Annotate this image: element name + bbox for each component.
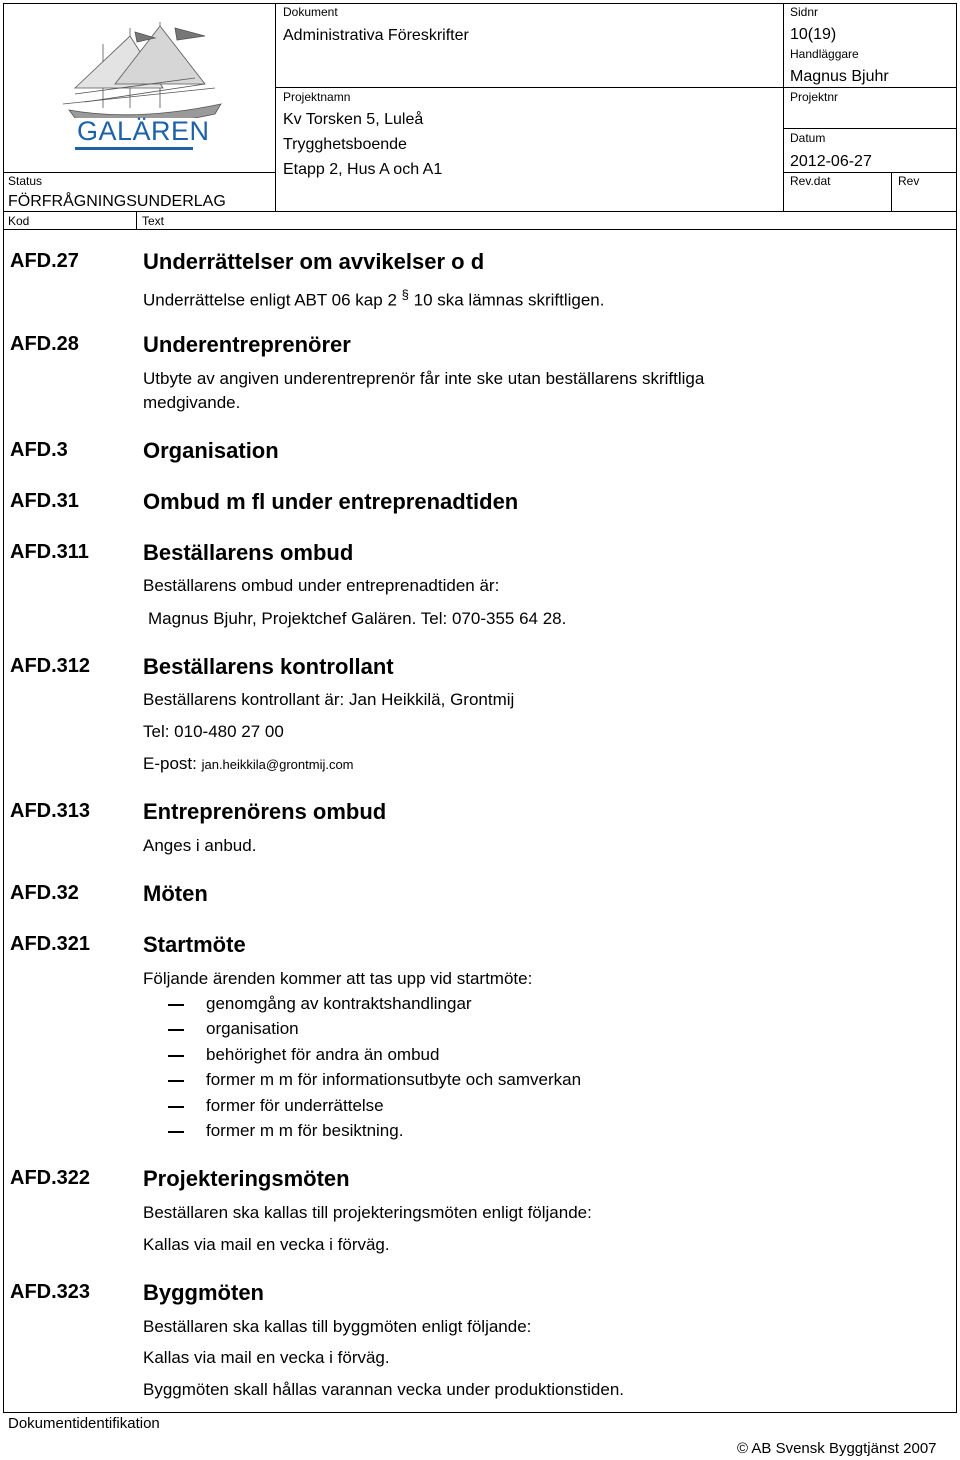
status-label: Status (8, 174, 43, 188)
section-text-afd323-line3: Byggmöten skall hållas varannan vecka under produktionstiden. (143, 1380, 625, 1399)
handlaggare-value: Magnus Bjuhr (790, 68, 889, 85)
section-text-afd311-line1: Beställarens ombud under entreprenadtiden är: (143, 576, 500, 595)
dokument-value: Administrativa Föreskrifter (283, 27, 469, 44)
list-item: genomgång av kontraktshandlingar (206, 994, 472, 1013)
projektnamn-line-1: Kv Torsken 5, Luleå (283, 111, 424, 128)
section-title-afd323: Byggmöten (143, 1280, 264, 1305)
section-code-afd311: AFD.311 (10, 541, 89, 563)
section-code-afd27: AFD.27 (10, 250, 79, 272)
bullet-dash (168, 1055, 184, 1057)
section-code-afd32: AFD.32 (10, 882, 79, 904)
galaren-logo (55, 14, 235, 154)
section-text-afd27 (143, 287, 604, 311)
section-code-afd312: AFD.312 (10, 655, 91, 677)
email-label: E-post: (143, 754, 197, 773)
doc-id-label: Dokumentidentifikation (8, 1415, 160, 1432)
email-address[interactable]: jan.heikkila@grontmij.com (201, 757, 354, 772)
section-text-afd322-line2: Kallas via mail en vecka i förväg. (143, 1235, 390, 1254)
rev-label: Rev (898, 174, 920, 188)
projektnamn-line-3: Etapp 2, Hus A och A1 (283, 161, 443, 178)
datum-value: 2012-06-27 (790, 153, 872, 170)
section-title-afd312: Beställarens kontrollant (143, 654, 394, 679)
section-title-afd27: Underrättelser om avvikelser o d (143, 249, 485, 274)
section-title-afd321: Startmöte (143, 932, 246, 957)
section-title-afd311: Beställarens ombud (143, 540, 354, 565)
projektnamn-line-2: Trygghetsboende (283, 136, 407, 153)
section-text-afd322-line1: Beställaren ska kallas till projekteringsmöten enligt följande: (143, 1203, 592, 1222)
paragraph-symbol: § (401, 287, 409, 302)
projektnr-label: Projektnr (790, 90, 839, 104)
section-code-afd313: AFD.313 (10, 800, 91, 822)
text-label: Text (142, 214, 165, 228)
handlaggare-label: Handläggare (790, 47, 859, 61)
bullet-dash (168, 1080, 184, 1082)
logo-underline (75, 147, 193, 150)
bullet-dash (168, 1106, 184, 1108)
section-code-afd28: AFD.28 (10, 333, 79, 355)
list-item: behörighet för andra än ombud (206, 1045, 440, 1064)
section-text-afd312-line2: Tel: 010-480 27 00 (143, 722, 284, 741)
section-title-afd32: Möten (143, 881, 208, 906)
section-title-afd28: Underentreprenörer (143, 332, 351, 357)
section-code-afd322: AFD.322 (10, 1167, 91, 1189)
bullet-dash (168, 1004, 184, 1006)
sidnr-label: Sidnr (790, 5, 819, 19)
dokument-label: Dokument (283, 5, 338, 19)
section-text-afd323-line2: Kallas via mail en vecka i förväg. (143, 1348, 390, 1367)
status-value: FÖRFRÅGNINGSUNDERLAG (8, 193, 226, 210)
section-code-afd323: AFD.323 (10, 1281, 91, 1303)
section-text-afd313-line1: Anges i anbud. (143, 836, 257, 855)
list-item: former m m för informationsutbyte och samverkan (206, 1070, 582, 1089)
section-code-afd3: AFD.3 (10, 439, 68, 461)
bullet-dash (168, 1131, 184, 1133)
section-title-afd313: Entreprenörens ombud (143, 799, 387, 824)
revdat-label: Rev.dat (790, 174, 831, 188)
logo-text: GALÄREN (77, 116, 210, 146)
afd27-text-a: Underrättelse enligt ABT 06 kap 2 (143, 290, 397, 310)
copyright (737, 1440, 937, 1457)
section-code-afd321: AFD.321 (10, 933, 91, 955)
section-text-afd321-intro: Följande ärenden kommer att tas upp vid startmöte: (143, 969, 533, 988)
copyright-text: AB Svensk Byggtjänst 2007 (751, 1440, 937, 1457)
section-code-afd31: AFD.31 (10, 490, 79, 512)
section-title-afd3: Organisation (143, 438, 279, 463)
list-item: organisation (206, 1019, 299, 1038)
section-text-afd312-line1: Beställarens kontrollant är: Jan Heikkilä, Grontmij (143, 690, 515, 709)
sidnr-value: 10(19) (790, 26, 837, 43)
datum-label: Datum (790, 131, 826, 145)
section-text-afd323-line1: Beställaren ska kallas till byggmöten enligt följande: (143, 1317, 532, 1336)
afd27-text-b: 10 ska lämnas skriftligen. (413, 290, 605, 310)
list-item: former för underrättelse (206, 1096, 384, 1115)
section-text-afd28-line1: Utbyte av angiven underentreprenör får inte ske utan beställarens skriftliga (143, 369, 705, 388)
section-text-afd28-line2: medgivande. (143, 393, 241, 412)
kod-label: Kod (8, 214, 30, 228)
section-text-afd311-line2: Magnus Bjuhr, Projektchef Galären. Tel: 070-355 64 28. (148, 609, 567, 628)
section-title-afd322: Projekteringsmöten (143, 1166, 350, 1191)
section-title-afd31: Ombud m fl under entreprenadtiden (143, 489, 519, 514)
bullet-dash (168, 1029, 184, 1031)
section-email-afd312 (143, 754, 354, 774)
list-item: former m m för besiktning. (206, 1121, 404, 1140)
projektnamn-label: Projektnamn (283, 90, 351, 104)
copyright-icon: © (737, 1440, 749, 1457)
